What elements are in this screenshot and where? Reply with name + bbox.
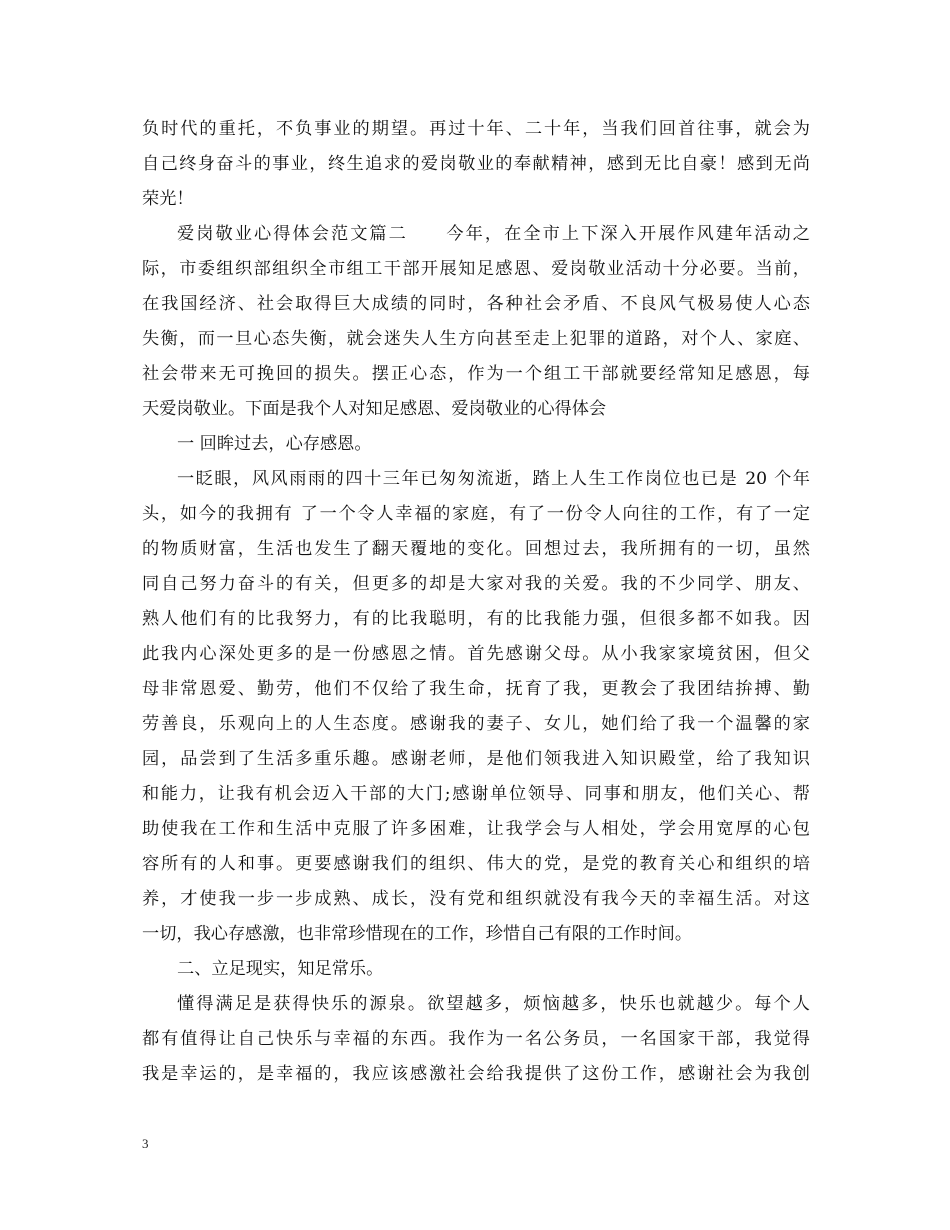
text-line: 熟人他们有的比我努力，有的比我聪明，有的比我能力强，但很多都不如我。因 <box>142 609 810 629</box>
text-line: 头，如今的我拥有 了一个令人幸福的家庭，有了一份令人向往的工作，有了一定 <box>142 504 810 524</box>
text-line: 天爱岗敬业。下面是我个人对知足感恩、爱岗敬业的心得体会 <box>142 399 607 419</box>
subheading-line: 二、立足现实，知足常乐。 <box>177 959 384 979</box>
text-line: 劳善良，乐观向上的人生态度。感谢我的妻子、女儿，她们给了我一个温馨的家 <box>142 714 810 734</box>
text-line: 懂得满足是获得快乐的源泉。欲望越多，烦恼越多，快乐也就越少。每个人 <box>177 994 810 1014</box>
text-line: 负时代的重托，不负事业的期望。再过十年、二十年，当我们回首往事，就会为 <box>142 119 810 139</box>
text-line: 失衡，而一旦心态失衡，就会迷失人生方向甚至走上犯罪的道路，对个人、家庭、 <box>142 329 810 349</box>
text-line: 助使我在工作和生活中克服了许多困难，让我学会与人相处，学会用宽厚的心包 <box>142 819 810 839</box>
text-line: 和能力，让我有机会迈入干部的大门;感谢单位领导、同事和朋友，他们关心、帮 <box>142 784 810 804</box>
text-line: 养，才使我一步一步成熟、成长，没有党和组织就没有我今天的幸福生活。对这 <box>142 889 810 909</box>
text-line: 社会带来无可挽回的损失。摆正心态，作为一个组工干部就要经常知足感恩，每 <box>142 364 810 384</box>
text-line: 我是幸运的，是幸福的，我应该感激社会给我提供了这份工作，感谢社会为我创 <box>142 1064 810 1084</box>
text-line: 母非常恩爱、勤劳，他们不仅给了我生命，抚育了我，更教会了我团结拚搏、勤 <box>142 679 810 699</box>
text-line: 容所有的人和事。更要感谢我们的组织、伟大的党，是党的教育关心和组织的培 <box>142 854 810 874</box>
section-heading-line: 爱岗敬业心得体会范文篇二 今年，在全市上下深入开展作风建年活动之 <box>177 224 810 244</box>
text-line: 一切，我心存感激，也非常珍惜现在的工作，珍惜自己有限的工作时间。 <box>142 924 693 944</box>
page-number: 3 <box>142 1136 149 1151</box>
text-line: 在我国经济、社会取得巨大成绩的同时，各种社会矛盾、不良风气极易使人心态 <box>142 294 810 314</box>
text-line: 一眨眼，风风雨雨的四十三年已匆匆流逝，踏上人生工作岗位也已是 20 个年 <box>177 469 810 489</box>
text-line: 都有值得让自己快乐与幸福的东西。我作为一名公务员，一名国家干部，我觉得 <box>142 1029 810 1049</box>
text-line: 的物质财富，生活也发生了翻天覆地的变化。回想过去，我所拥有的一切，虽然 <box>142 539 810 559</box>
text-line: 荣光！ <box>142 189 194 209</box>
text-line: 园，品尝到了生活多重乐趣。感谢老师，是他们领我进入知识殿堂，给了我知识 <box>142 749 810 769</box>
text-line: 同自己努力奋斗的有关，但更多的却是大家对我的关爱。我的不少同学、朋友、 <box>142 574 810 594</box>
document-body <box>142 112 810 1092</box>
text-line: 际，市委组织部组织全市组工干部开展知足感恩、爱岗敬业活动十分必要。当前， <box>142 259 810 279</box>
text-line: 此我内心深处更多的是一份感恩之情。首先感谢父母。从小我家家境贫困，但父 <box>142 644 810 664</box>
subheading-line: 一 回眸过去，心存感恩。 <box>177 434 372 454</box>
text-line: 自己终身奋斗的事业，终生追求的爱岗敬业的奉献精神，感到无比自豪！感到无尚 <box>142 154 810 174</box>
